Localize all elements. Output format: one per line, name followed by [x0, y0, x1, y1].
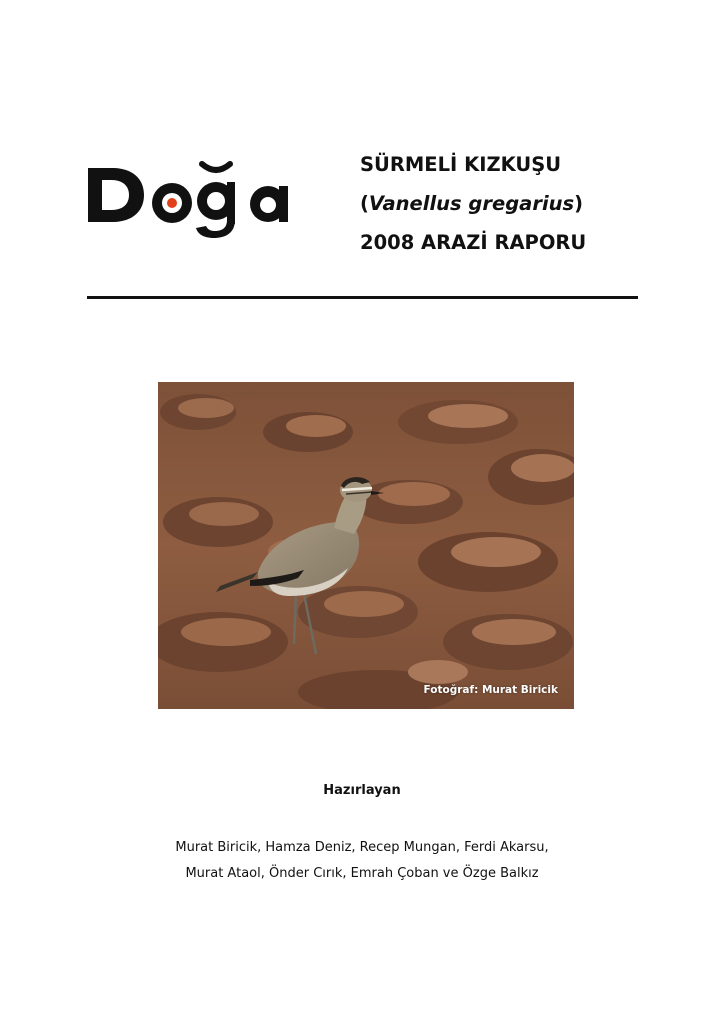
logo-letter-g-stem — [227, 182, 235, 224]
doga-logo — [86, 160, 308, 240]
report-title — [360, 152, 680, 269]
logo-letter-g-hole — [207, 192, 225, 210]
title-report-year: 2008 ARAZİ RAPORU — [360, 231, 587, 254]
photo-scene — [158, 382, 574, 709]
header-divider — [87, 296, 638, 299]
title-paren-open: ( — [360, 192, 369, 215]
authors-line-1: Murat Biricik, Hamza Deniz, Recep Mungan, Ferdi Akarsu, — [175, 840, 549, 855]
photo-credit: Fotoğraf: Murat Biricik — [423, 684, 558, 696]
logo-letter-d — [88, 168, 144, 222]
doga-logo-graphic — [86, 160, 308, 240]
cover-photo — [158, 382, 574, 709]
logo-letter-g-tail — [196, 220, 235, 238]
logo-letter-a-hole — [260, 197, 276, 213]
logo-orange-dot — [167, 198, 177, 208]
prepared-by-label: Hazırlayan — [323, 783, 401, 798]
logo-breve — [202, 164, 230, 170]
title-latin-italic: Vanellus gregarius — [368, 192, 575, 215]
logo-letter-a-stem — [279, 186, 288, 222]
title-paren-close: ) — [574, 192, 584, 215]
authors-list — [0, 835, 724, 887]
title-latin-name — [360, 191, 680, 230]
authors-line-2: Murat Ataol, Önder Cırık, Emrah Çoban ve Özge Balkız — [185, 866, 539, 881]
title-species-name: SÜRMELİ KIZKUŞU — [360, 153, 562, 176]
